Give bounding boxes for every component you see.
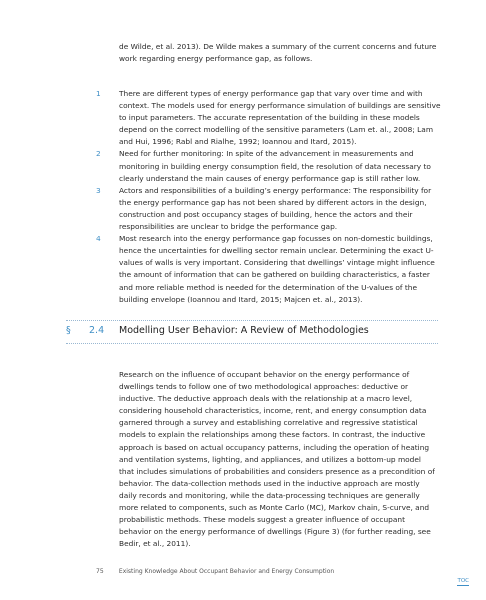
toc-link[interactable]: TOC <box>457 578 469 584</box>
running-footer-title: Existing Knowledge About Occupant Behavior and Energy Consumption <box>118 568 335 575</box>
list-item <box>96 88 441 148</box>
body-paragraph: Research on the influence of occupant behavior on the energy performance of dwellings tends to follow one of two methodological approaches: deductive or inductive. The deductive approach deals with the relationship at a macro level, considering household characteristics, income, rent, and energy consumption data garnered through a survey and establishing correlative and regressive statistical models to explain the relationships among these factors. In contrast, the inductive approach is based on actual occupancy patterns, including the operation of heating and ventilation systems, lighting, and appliances, and utilizes a bottom-up model that includes simulations of probabilities and considers presence as a precondition of behavior. The data-collection methods used in the inductive approach are mostly daily records and monitoring, while the data-processing techniques are generally more related to components, such as Monte Carlo (MC), Markov chain, S-curve, and probabilistic methods. These models suggest a greater influence of occupant behavior on the energy performance of dwellings (Figure 3) (for further reading, see Bedir, et al., 2011). <box>119 370 435 549</box>
section-symbol: § <box>66 325 71 336</box>
section-heading <box>66 320 438 344</box>
page-number: 75 <box>96 568 104 575</box>
page-footer <box>96 568 334 575</box>
list-item-number: 4 <box>96 234 101 244</box>
list-item-text: Actors and responsibilities of a building’s energy performance: The responsibility for the energy performance gap has not been shared by different actors in the design, construction and post occupancy stages of building, hence the actors and their responsibilities are unclear to bridge the performance gap. <box>119 185 432 232</box>
section-title: Modelling User Behavior: A Review of Methodologies <box>119 325 369 336</box>
list-item <box>96 185 441 233</box>
list-item-text: There are different types of energy performance gap that vary over time and with context. The models used for energy performance simulation of buildings are sensitive to input parameters. The accurate representation of the building in these models depend on the correct modelling of the sensitive parameters (Lam et. al., 2008; Lam and Hui, 1996; Rabl and Rialhe, 1992; Ioannou and Itard, 2015). <box>119 89 441 147</box>
intro-paragraph: de Wilde, et al. 2013). De Wilde makes a summary of the current concerns and future work regarding energy performance gap, as follows. <box>119 42 437 64</box>
list-item-number: 3 <box>96 185 101 195</box>
list-item <box>96 233 441 306</box>
list-item-text: Need for further monitoring: In spite of the advancement in measurements and monitoring in building energy consumption field, the resolution of data necessary to clearly understand the main causes of energy performance gap is still rather low. <box>119 149 431 183</box>
section-number: 2.4 <box>89 325 105 336</box>
list-item-number: 2 <box>96 149 101 159</box>
list-item <box>96 148 441 184</box>
list-item-text: Most research into the energy performance gap focusses on non-domestic buildings, hence the uncertainties for dwelling sector remain unclear. Determining the exact U-values of walls is very important. Considering that dwellings’ vintage might influence the amount of information that can be gathered on building characteristics, a faster and more reliable method is needed for the determination of the U-values of the building envelope (Ioannou and Itard, 2015; Majcen et. al., 2013). <box>119 234 435 304</box>
concerns-list <box>96 88 441 306</box>
list-item-number: 1 <box>96 89 101 98</box>
